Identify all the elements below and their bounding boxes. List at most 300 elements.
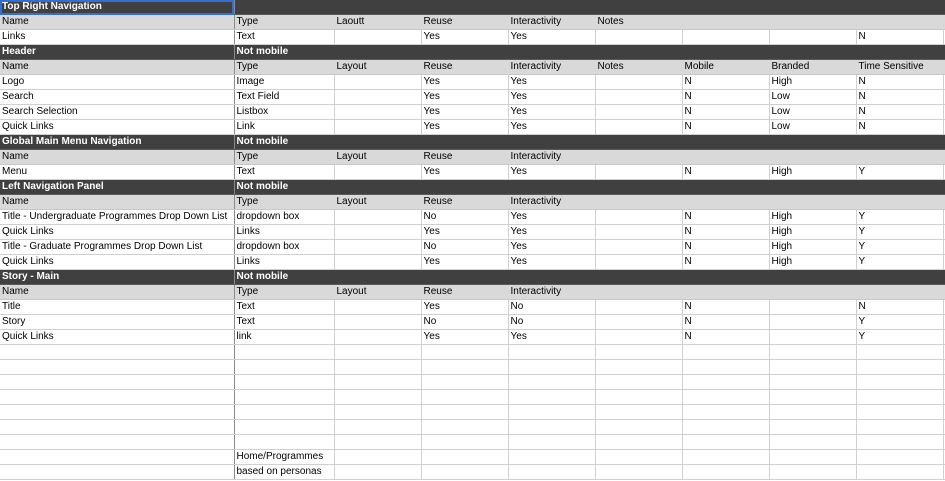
cell-interactivity[interactable]: Yes [508,330,595,345]
cell-reuse[interactable]: Reuse [421,150,508,165]
cell-interactivity[interactable] [508,180,595,195]
cell-notes[interactable] [595,465,682,480]
cell-branded[interactable]: Low [769,105,856,120]
cell-time-sensitive[interactable] [856,180,943,195]
cell-layout[interactable] [334,180,421,195]
cell-notes[interactable] [595,0,682,15]
cell-layout[interactable]: Layout [334,150,421,165]
cell-layout[interactable] [334,0,421,15]
cell-layout[interactable] [334,45,421,60]
column-header-row [0,60,945,75]
cell-type[interactable]: Type [234,15,334,30]
cell-time-sensitive[interactable] [856,450,943,465]
cell-notes[interactable] [595,420,682,435]
cell-interactivity[interactable] [508,435,595,450]
cell-name[interactable]: Links [0,30,234,45]
cell-notes[interactable] [595,75,682,90]
cell-type[interactable]: Text [234,315,334,330]
cell-name[interactable]: Global Main Menu Navigation [0,135,234,150]
cell-notes[interactable] [595,375,682,390]
cell-notes[interactable] [595,405,682,420]
cell-branded[interactable] [769,315,856,330]
cell-time-sensitive[interactable] [856,270,943,285]
cell-time-sensitive[interactable] [856,420,943,435]
cell-type[interactable] [234,435,334,450]
cell-name[interactable]: Left Navigation Panel [0,180,234,195]
cell-reuse[interactable]: Yes [421,120,508,135]
cell-interactivity[interactable]: Yes [508,225,595,240]
cell-interactivity[interactable]: Yes [508,255,595,270]
cell-reuse[interactable]: Yes [421,165,508,180]
cell-time-sensitive[interactable]: N [856,300,943,315]
cell-layout[interactable]: Layout [334,285,421,300]
cell-type[interactable]: link [234,330,334,345]
cell-layout[interactable] [334,345,421,360]
cell-branded[interactable] [769,45,856,60]
cell-type[interactable]: based on personas [234,465,334,480]
cell-name[interactable]: Name [0,195,234,210]
cell-mobile[interactable] [682,0,769,15]
cell-name[interactable]: Logo [0,75,234,90]
cell-name[interactable]: Header [0,45,234,60]
cell-notes[interactable] [595,150,682,165]
cell-mobile[interactable] [682,405,769,420]
cell-branded[interactable] [769,0,856,15]
section-header-row [0,135,945,150]
cell-interactivity[interactable] [508,345,595,360]
cell-type[interactable]: Link [234,120,334,135]
cell-interactivity[interactable]: Interactivity [508,195,595,210]
cell-reuse[interactable] [421,375,508,390]
cell-reuse[interactable] [421,180,508,195]
cell-mobile[interactable]: N [682,240,769,255]
cell-type[interactable]: Links [234,225,334,240]
cell-type[interactable]: Type [234,285,334,300]
cell-name[interactable] [0,375,234,390]
cell-notes[interactable] [595,195,682,210]
cell-mobile[interactable]: N [682,225,769,240]
cell-reuse[interactable]: Reuse [421,60,508,75]
cell-type[interactable] [234,345,334,360]
cell-interactivity[interactable]: Yes [508,210,595,225]
cell-reuse[interactable]: Yes [421,225,508,240]
cell-time-sensitive[interactable] [856,345,943,360]
cell-type[interactable]: dropdown box [234,210,334,225]
cell-reuse[interactable]: Yes [421,90,508,105]
cell-notes[interactable] [595,225,682,240]
cell-mobile[interactable] [682,285,769,300]
cell-type[interactable]: Text [234,30,334,45]
cell-branded[interactable] [769,150,856,165]
cell-layout[interactable]: Layout [334,195,421,210]
cell-layout[interactable]: Layout [334,60,421,75]
cell-layout[interactable] [334,135,421,150]
cell-mobile[interactable] [682,360,769,375]
cell-interactivity[interactable]: Yes [508,105,595,120]
cell-interactivity[interactable] [508,405,595,420]
empty-row [0,420,945,435]
cell-layout[interactable] [334,360,421,375]
cell-name[interactable]: Name [0,150,234,165]
cell-notes[interactable] [595,210,682,225]
data-row [0,105,945,120]
cell-notes[interactable] [595,435,682,450]
cell-type[interactable]: Text [234,165,334,180]
cell-notes[interactable] [595,345,682,360]
data-row [0,315,945,330]
cell-branded[interactable] [769,375,856,390]
cell-reuse[interactable] [421,135,508,150]
cell-branded[interactable]: Branded [769,60,856,75]
cell-layout[interactable] [334,330,421,345]
cell-branded[interactable] [769,180,856,195]
cell-notes[interactable] [595,120,682,135]
cell-branded[interactable] [769,465,856,480]
cell-branded[interactable] [769,345,856,360]
cell-branded[interactable] [769,30,856,45]
cell-mobile[interactable] [682,270,769,285]
cell-name[interactable] [0,360,234,375]
cell-mobile[interactable] [682,150,769,165]
cell-name[interactable]: Name [0,285,234,300]
section-header-row [0,270,945,285]
cell-type[interactable]: Links [234,255,334,270]
cell-reuse[interactable] [421,435,508,450]
cell-name[interactable]: Name [0,15,234,30]
cell-name[interactable]: Story - Main [0,270,234,285]
cell-layout[interactable] [334,255,421,270]
cell-notes[interactable] [595,45,682,60]
cell-time-sensitive[interactable] [856,195,943,210]
cell-layout[interactable] [334,120,421,135]
cell-reuse[interactable]: No [421,315,508,330]
cell-branded[interactable] [769,270,856,285]
cell-type[interactable]: Text Field [234,90,334,105]
cell-interactivity[interactable]: Yes [508,240,595,255]
cell-interactivity[interactable]: Yes [508,120,595,135]
cell-type[interactable]: Image [234,75,334,90]
cell-mobile[interactable] [682,420,769,435]
cell-layout[interactable] [334,390,421,405]
cell-branded[interactable]: High [769,165,856,180]
cell-type[interactable]: Not mobile [234,180,334,195]
cell-type[interactable]: Not mobile [234,135,334,150]
cell-reuse[interactable]: Yes [421,300,508,315]
cell-layout[interactable] [334,240,421,255]
cell-time-sensitive[interactable]: Time Sensitive [856,60,943,75]
cell-reuse[interactable] [421,405,508,420]
cell-reuse[interactable] [421,360,508,375]
cell-interactivity[interactable]: Interactivity [508,60,595,75]
cell-mobile[interactable]: N [682,165,769,180]
cell-branded[interactable] [769,360,856,375]
cell-name[interactable] [0,390,234,405]
column-header-row [0,150,945,165]
cell-name[interactable]: Quick Links [0,255,234,270]
cell-branded[interactable]: High [769,240,856,255]
cell-type[interactable]: Type [234,195,334,210]
cell-type[interactable]: Not mobile [234,45,334,60]
cell-layout[interactable] [334,210,421,225]
cell-mobile[interactable]: N [682,300,769,315]
cell-reuse[interactable]: Yes [421,105,508,120]
cell-time-sensitive[interactable]: N [856,90,943,105]
cell-time-sensitive[interactable]: Y [856,315,943,330]
cell-interactivity[interactable] [508,420,595,435]
cell-type[interactable] [234,420,334,435]
cell-notes[interactable] [595,285,682,300]
cell-reuse[interactable] [421,45,508,60]
cell-branded[interactable] [769,15,856,30]
cell-interactivity[interactable]: Yes [508,90,595,105]
cell-type[interactable] [234,375,334,390]
cell-time-sensitive[interactable] [856,360,943,375]
cell-branded[interactable] [769,330,856,345]
cell-time-sensitive[interactable]: N [856,30,943,45]
cell-reuse[interactable]: No [421,210,508,225]
cell-branded[interactable] [769,450,856,465]
cell-name[interactable]: Quick Links [0,120,234,135]
cell-time-sensitive[interactable] [856,0,943,15]
cell-interactivity[interactable] [508,45,595,60]
cell-type[interactable]: Text [234,300,334,315]
section-header-row [0,0,945,15]
cell-reuse[interactable] [421,270,508,285]
cell-type[interactable] [234,405,334,420]
cell-notes[interactable] [595,180,682,195]
cell-time-sensitive[interactable]: Y [856,330,943,345]
cell-branded[interactable]: Low [769,120,856,135]
cell-type[interactable]: Type [234,60,334,75]
cell-mobile[interactable]: N [682,75,769,90]
cell-branded[interactable]: High [769,75,856,90]
cell-mobile[interactable]: N [682,315,769,330]
cell-layout[interactable] [334,270,421,285]
cell-reuse[interactable] [421,450,508,465]
cell-time-sensitive[interactable] [856,45,943,60]
cell-interactivity[interactable] [508,465,595,480]
cell-time-sensitive[interactable] [856,390,943,405]
cell-name[interactable] [0,345,234,360]
cell-mobile[interactable] [682,15,769,30]
cell-type[interactable]: Home/Programmes [234,450,334,465]
cell-reuse[interactable]: Reuse [421,195,508,210]
cell-notes[interactable]: Notes [595,60,682,75]
cell-mobile[interactable] [682,180,769,195]
cell-layout[interactable] [334,90,421,105]
cell-branded[interactable] [769,405,856,420]
cell-mobile[interactable]: N [682,120,769,135]
cell-notes[interactable] [595,90,682,105]
cell-mobile[interactable] [682,45,769,60]
cell-layout[interactable] [334,225,421,240]
cell-time-sensitive[interactable]: Y [856,225,943,240]
cell-branded[interactable] [769,300,856,315]
cell-branded[interactable]: High [769,255,856,270]
cell-reuse[interactable]: Yes [421,255,508,270]
cell-notes[interactable] [595,315,682,330]
cell-time-sensitive[interactable] [856,135,943,150]
cell-layout[interactable]: Laoutt [334,15,421,30]
empty-row [0,390,945,405]
cell-name[interactable]: Quick Links [0,330,234,345]
cell-type[interactable] [234,390,334,405]
cell-name[interactable]: Title [0,300,234,315]
cell-reuse[interactable] [421,390,508,405]
cell-name[interactable] [0,465,234,480]
cell-time-sensitive[interactable] [856,435,943,450]
cell-name[interactable] [0,435,234,450]
cell-layout[interactable] [334,315,421,330]
cell-layout[interactable] [334,420,421,435]
cell-notes[interactable] [595,105,682,120]
cell-mobile[interactable] [682,345,769,360]
cell-interactivity[interactable] [508,390,595,405]
cell-interactivity[interactable] [508,135,595,150]
cell-name[interactable] [0,420,234,435]
cell-time-sensitive[interactable] [856,285,943,300]
cell-reuse[interactable] [421,465,508,480]
cell-branded[interactable] [769,195,856,210]
cell-notes[interactable] [595,300,682,315]
cell-interactivity[interactable]: Interactivity [508,150,595,165]
cell-type[interactable]: Not mobile [234,270,334,285]
cell-interactivity[interactable]: Yes [508,165,595,180]
cell-name[interactable]: Name [0,60,234,75]
cell-interactivity[interactable] [508,360,595,375]
cell-name[interactable]: Quick Links [0,225,234,240]
cell-time-sensitive[interactable]: Y [856,210,943,225]
cell-name[interactable]: Top Right Navigation [0,0,234,15]
cell-branded[interactable] [769,135,856,150]
cell-name[interactable] [0,450,234,465]
data-row [0,465,945,480]
cell-reuse[interactable]: Yes [421,30,508,45]
cell-interactivity[interactable]: Interactivity [508,15,595,30]
cell-name[interactable]: Title - Undergraduate Programmes Drop Down List [0,210,234,225]
cell-name[interactable] [0,405,234,420]
cell-layout[interactable] [334,465,421,480]
cell-layout[interactable] [334,105,421,120]
cell-reuse[interactable] [421,0,508,15]
cell-reuse[interactable]: Yes [421,75,508,90]
cell-notes[interactable] [595,165,682,180]
cell-reuse[interactable]: Reuse [421,15,508,30]
cell-reuse[interactable] [421,420,508,435]
cell-mobile[interactable]: N [682,255,769,270]
cell-reuse[interactable]: Reuse [421,285,508,300]
cell-name[interactable]: Menu [0,165,234,180]
cell-mobile[interactable] [682,195,769,210]
cell-time-sensitive[interactable] [856,375,943,390]
cell-type[interactable]: Type [234,150,334,165]
cell-mobile[interactable] [682,435,769,450]
cell-reuse[interactable] [421,345,508,360]
cell-branded[interactable]: High [769,210,856,225]
cell-layout[interactable] [334,450,421,465]
cell-layout[interactable] [334,375,421,390]
cell-name[interactable]: Search [0,90,234,105]
cell-interactivity[interactable]: No [508,315,595,330]
cell-notes[interactable] [595,330,682,345]
cell-mobile[interactable]: N [682,210,769,225]
cell-time-sensitive[interactable] [856,405,943,420]
cell-interactivity[interactable] [508,270,595,285]
cell-mobile[interactable] [682,465,769,480]
cell-notes[interactable]: Notes [595,15,682,30]
cell-branded[interactable] [769,420,856,435]
cell-branded[interactable]: High [769,225,856,240]
cell-notes[interactable] [595,360,682,375]
cell-time-sensitive[interactable] [856,465,943,480]
cell-layout[interactable] [334,405,421,420]
cell-interactivity[interactable]: Yes [508,75,595,90]
cell-interactivity[interactable]: No [508,300,595,315]
cell-mobile[interactable]: N [682,330,769,345]
cell-type[interactable] [234,0,334,15]
cell-reuse[interactable]: Yes [421,330,508,345]
cell-mobile[interactable]: N [682,90,769,105]
cell-time-sensitive[interactable]: N [856,75,943,90]
cell-type[interactable] [234,360,334,375]
cell-mobile[interactable]: Mobile [682,60,769,75]
cell-mobile[interactable] [682,390,769,405]
cell-notes[interactable] [595,270,682,285]
cell-branded[interactable] [769,390,856,405]
cell-branded[interactable]: Low [769,90,856,105]
cell-notes[interactable] [595,135,682,150]
cell-name[interactable]: Title - Graduate Programmes Drop Down List [0,240,234,255]
cell-layout[interactable] [334,435,421,450]
cell-notes[interactable] [595,30,682,45]
cell-interactivity[interactable] [508,375,595,390]
cell-interactivity[interactable] [508,0,595,15]
cell-mobile[interactable]: N [682,105,769,120]
cell-name[interactable]: Story [0,315,234,330]
data-row [0,75,945,90]
cell-mobile[interactable] [682,375,769,390]
cell-name[interactable]: Search Selection [0,105,234,120]
cell-time-sensitive[interactable] [856,15,943,30]
cell-reuse[interactable]: No [421,240,508,255]
cell-layout[interactable] [334,300,421,315]
cell-branded[interactable] [769,285,856,300]
cell-time-sensitive[interactable]: Y [856,165,943,180]
cell-time-sensitive[interactable]: N [856,105,943,120]
cell-notes[interactable] [595,450,682,465]
cell-mobile[interactable] [682,450,769,465]
cell-interactivity[interactable] [508,450,595,465]
cell-mobile[interactable] [682,135,769,150]
data-row [0,225,945,240]
cell-time-sensitive[interactable]: Y [856,240,943,255]
cell-mobile[interactable] [682,30,769,45]
cell-time-sensitive[interactable]: N [856,120,943,135]
cell-interactivity[interactable]: Interactivity [508,285,595,300]
cell-time-sensitive[interactable]: Y [856,255,943,270]
cell-notes[interactable] [595,255,682,270]
cell-layout[interactable] [334,30,421,45]
cell-layout[interactable] [334,165,421,180]
cell-time-sensitive[interactable] [856,150,943,165]
cell-interactivity[interactable]: Yes [508,30,595,45]
cell-type[interactable]: dropdown box [234,240,334,255]
cell-type[interactable]: Listbox [234,105,334,120]
cell-layout[interactable] [334,75,421,90]
cell-branded[interactable] [769,435,856,450]
cell-notes[interactable] [595,240,682,255]
cell-notes[interactable] [595,390,682,405]
